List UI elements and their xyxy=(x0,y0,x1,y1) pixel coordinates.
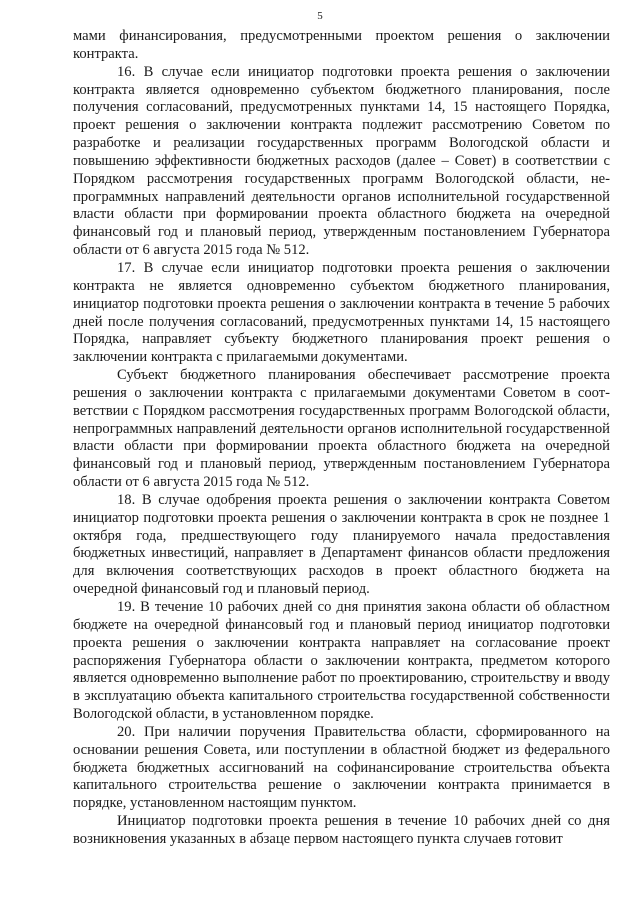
paragraph-item-18: 18. В случае одобрения проекта решения о заключении контракта Советом инициатор подготовки проекта решения о заключении контракта в срок не позднее 1 октября года, предшествующего году планируемого начала предоставления бюджетных инвестиций, направляет в Департамент финансов области предложения для включения соответствующих расходов в проект областного бюджета на очередной финансовый год и плановый период. xyxy=(73,491,610,598)
paragraph-item-19: 19. В течение 10 рабочих дней со дня принятия закона области об областном бюджете на очередной финансовый год и плановый период инициатор подготовки проекта решения о заключении контракта направляет на согласование проект распоряжения Губернатора области о заключении контракта, предметом которого является одновременно выполнение работ по проектированию, строительству и вводу в эксплуатацию объекта капитального строительства государственной собственности Вологодской области, в установленном порядке. xyxy=(73,599,610,723)
paragraph-item-17-part-2: Субъект бюджетного планирования обеспечивает рассмотрение проекта решения о заключении контракта с прилагаемыми документами Советом в соответствии с Порядком рассмотрения государственных программ Вологодской области, непрограммных направлений деятельности органов исполнительной государственной власти области при формировании проекта областного бюджета на очередной финансовый год и плановый период, утвержденным постановлением Губернатора области от 6 августа 2015 года № 512. xyxy=(73,367,610,491)
page-number: 5 xyxy=(317,10,323,22)
paragraph-continuation: мами финансирования, предусмотренными проектом решения о заключении контракта. xyxy=(73,28,610,62)
paragraph-item-16: 16. В случае если инициатор подготовки проекта решения о заключении контракта является одновременно субъектом бюджетного планирования, после получения согласований, предусмотренных пунктами 14, 15 настоящего Порядка, проект решения о заключении контракта подлежит рассмотрению Советом по разработке и реализации государственных программ Вологодской области и повышению эффективности бюджетных расходов (далее – Совет) в соответствии с Порядком рассмотрения государственных программ Вологодской области, непрограммных направлений деятельности органов исполнительной государственной власти области при формировании проекта областного бюджета на очередной финансовый год и плановый период, утвержденным постановлением Губернатора области от 6 августа 2015 года № 512. xyxy=(73,63,610,259)
paragraph-item-20: 20. При наличии поручения Правительства области, сформированного на основании решения Совета, или поступлении в областной бюджет из федерального бюджета бюджетных ассигнований на софинансирование строительства объекта капитального строительства решение о заключении контракта принимается в порядке, установленном настоящим пунктом. xyxy=(73,723,610,812)
paragraph-item-20-part-2: Инициатор подготовки проекта решения в течение 10 рабочих дней со дня возникновения указанных в абзаце первом настоящего пункта случаев готовит xyxy=(73,813,610,847)
paragraph-item-17: 17. В случае если инициатор подготовки проекта решения о заключении контракта не является одновременно субъектом бюджетного планирования, инициатор подготовки проекта решения о заключении контракта в течение 5 рабочих дней после получения согласований, предусмотренных пунктами 14, 15 настоящего Порядка, направляет субъекту бюджетного планирования проект решения о заключении контракта с прилагаемыми документами. xyxy=(73,259,610,366)
